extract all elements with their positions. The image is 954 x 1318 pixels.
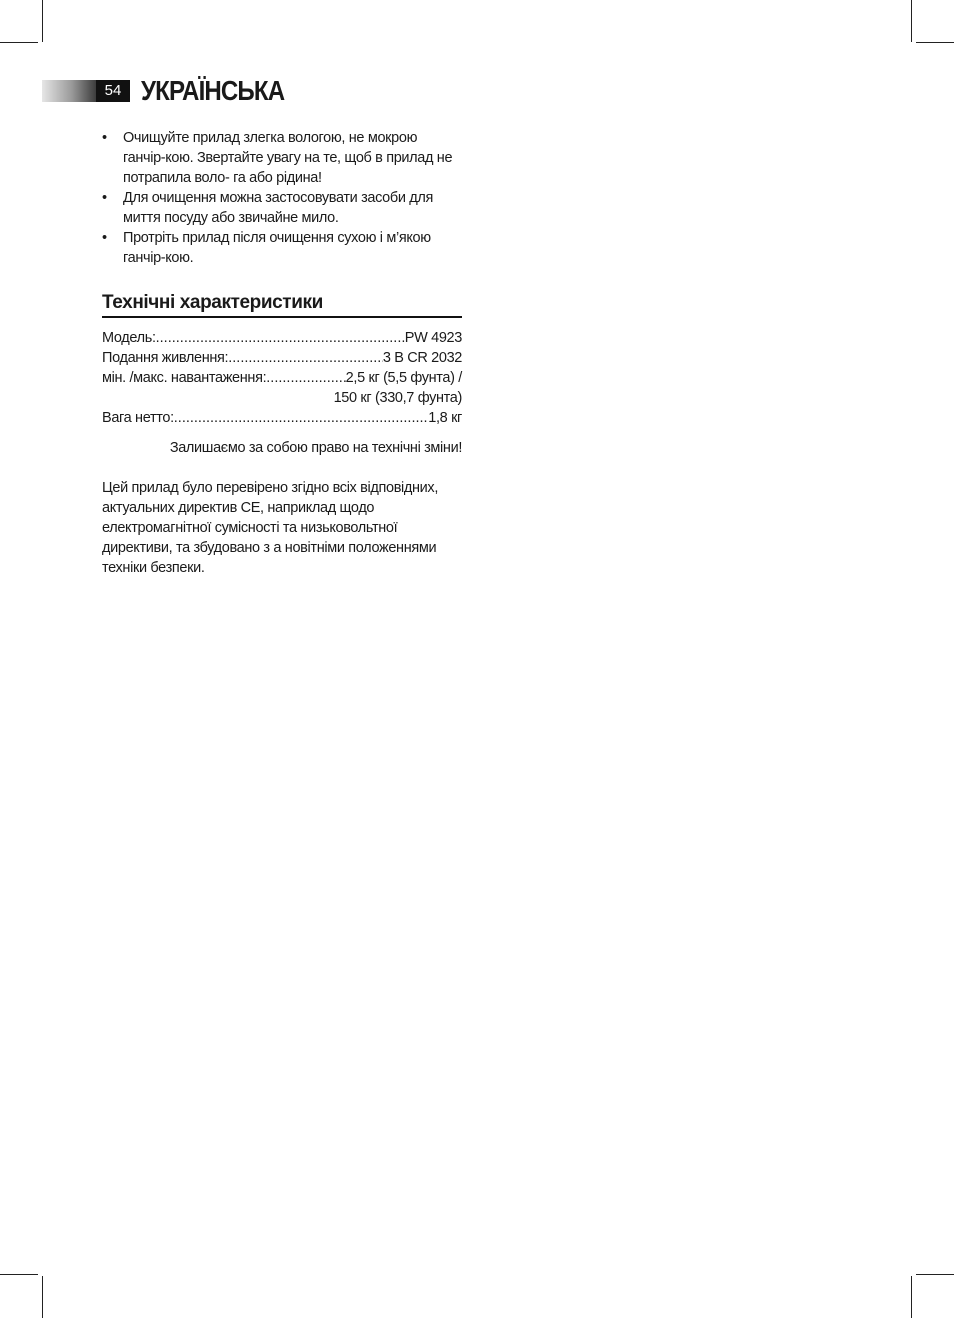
leader-dots [174,408,429,428]
crop-mark [911,1276,912,1318]
leader-dots [228,348,383,368]
rights-note: Залишаємо за собою право на технічні зміни! [169,440,462,456]
language-heading: УКРАЇНСЬКА [141,75,285,106]
crop-mark [911,0,912,42]
crop-mark [916,1274,954,1275]
compliance-paragraph: Цей прилад було перевірено згідно всіх відповідних, актуальних директив CE, наприклад щодо електромагнітної сумісності та низьковольтної директиви, та збудовано з а новітніми положеннями техніки безпеки. [102,480,439,576]
spec-row-model [102,328,462,348]
specs-table [102,328,462,428]
list-item: • Протріть прилад після очищення сухою і м’якою ганчір-кою. [102,228,462,268]
crop-mark [0,1274,38,1275]
spec-label: Вага нетто: [102,410,174,426]
crop-mark [0,42,38,43]
list-item: • Очищуйте прилад злегка вологою, не мокрою ганчір-кою. Звертайте увагу на те, щоб в прилад не потрапила воло- га або рідина! [102,128,462,188]
leader-dots [156,328,405,348]
crop-mark [916,42,954,43]
spec-value: PW 4923 [404,330,462,346]
spec-value-continuation: 150 кг (330,7 фунта) [333,390,462,406]
leader-dots [266,368,345,388]
spec-label: Подання живлення: [102,350,229,366]
spec-row-weight [102,408,462,428]
crop-mark [42,0,43,42]
header-gradient-bar [42,80,96,102]
crop-mark [42,1276,43,1318]
spec-label: мін. /макс. навантаження: [102,370,267,386]
main-content [102,128,462,578]
list-item: • Для очищення можна застосовувати засоби для миття посуду або звичайне мило. [102,188,462,228]
page-number: 54 [96,80,130,102]
spec-value: 2,5 кг (5,5 фунта) / [345,370,462,386]
spec-row-power [102,348,462,368]
specs-heading: Технічні характеристики [102,290,462,318]
cleaning-instructions [102,128,462,268]
spec-value: 1,8 кг [428,410,462,426]
spec-value: 3 В CR 2032 [382,350,462,366]
spec-label: Модель: [102,330,156,346]
spec-row-load [102,368,462,388]
